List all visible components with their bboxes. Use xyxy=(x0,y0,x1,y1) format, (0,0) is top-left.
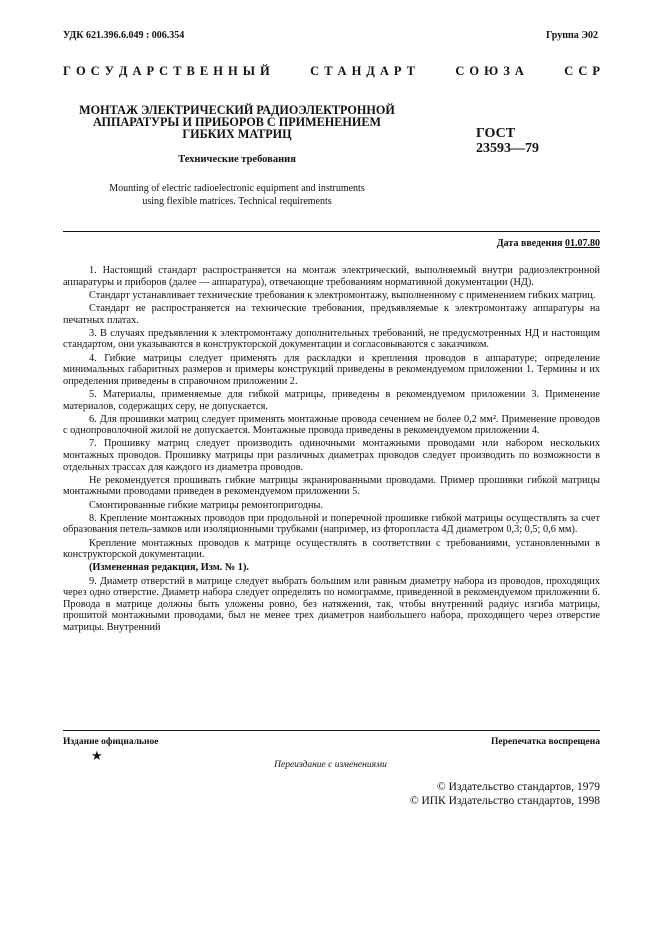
banner-word: С О Ю З А xyxy=(455,64,524,78)
english-title-line: Mounting of electric radioelectronic equipment and instruments xyxy=(109,183,365,194)
title-line: АППАРАТУРЫ И ПРИБОРОВ С ПРИМЕНЕНИЕМ xyxy=(93,115,381,129)
paragraph: 3. В случаях предъявления к электромонтажу дополнительных требований, не предусмотренных НД и настоящим стандартом, они указываются в конструкторской документации и согласовываются с заказчиком. xyxy=(63,327,600,351)
paragraph: Стандарт устанавливает технические требования к электромонтажу, выполненному с применением гибких матриц. xyxy=(89,289,596,301)
banner-word: Г О С У Д А Р С Т В Е Н Н Ы Й xyxy=(63,64,270,78)
document-body xyxy=(63,265,600,635)
paragraph: 9. Диаметр отверстий в матрице следует выбрать большим или равным диаметру набора из проводов, проходящих через одно отверстие. Диаметр набора следует определять по номограмме, приведенной в рекомендуемом приложении 6. Провода в матрице должны быть уложены ровно, без натяжения, так, чтобы внутренний радиус изгиба матрицы, прошитой монтажными проводами, был не менее трех диаметров наибольшего набора, проходящего через отверстие матрицы. Внутренний xyxy=(63,575,600,633)
date-value: 01.07.80 xyxy=(565,238,600,249)
amendment-note: (Измененная редакция, Изм. № 1). xyxy=(89,562,249,574)
document-subtitle: Технические требования xyxy=(178,154,296,165)
paragraph: 8. Крепление монтажных проводов при продольной и поперечной прошивке гибкой матрицы осуществлять за счет образования петель-замков или изоляционными трубками (например, из фторопласта 4Д диаметром 0,3; 0,5; 0,6 мм). xyxy=(63,512,600,536)
gost-designation xyxy=(476,127,539,156)
official-edition: Издание официальное xyxy=(63,737,159,747)
copyright-line: © ИПК Издательство стандартов, 1998 xyxy=(409,795,600,807)
paragraph: 1. Настоящий стандарт распространяется на монтаж электрический, выполняемый внутри радиоэлектронной аппаратуры и приборов (далее — аппаратура), отвечающие требованиям нормативной документации (НД). xyxy=(63,265,600,288)
top-divider xyxy=(63,231,600,232)
reissue-note: Переиздание с изменениями xyxy=(274,760,387,770)
copyright-line: © Издательство стандартов, 1979 xyxy=(436,781,600,793)
paragraph: Смонтированные гибкие матрицы ремонтопригодны. xyxy=(89,499,324,511)
reprint-notice: Перепечатка воспрещена xyxy=(490,737,600,747)
star-icon: ★ xyxy=(91,748,103,763)
paragraph: 5. Материалы, применяемые для гибкой матрицы, приведены в рекомендуемом приложении 3. Применение материалов, содержащих серу, не допускается. xyxy=(63,388,600,412)
bottom-divider xyxy=(63,730,600,731)
paragraph: 6. Для прошивки матриц следует применять монтажные провода сечением не более 0,2 мм². Применение проводов с однопроволочной жилой не допускается. Монтажные провода приведены в рекомендуемом приложении 4. xyxy=(63,413,600,437)
title-line: МОНТАЖ ЭЛЕКТРИЧЕСКИЙ РАДИОЭЛЕКТРОННОЙ xyxy=(79,103,395,117)
date-label: Дата введения xyxy=(496,238,563,249)
banner-word: С С Р xyxy=(564,64,600,78)
paragraph: 4. Гибкие матрицы следует применять для раскладки и крепления проводов в аппаратуре; определение минимальных габаритных размеров и примеры конструкций приведены в рекомендуемом приложении 1. Термины и их определения приведены в справочном приложении 2. xyxy=(63,352,600,387)
paragraph: Не рекомендуется прошивать гибкие матрицы экранированными проводами. Пример прошивки гибкой матрицы монтажными проводами приведен в рекомендуемом приложении 5. xyxy=(63,474,600,498)
paragraph: Крепление монтажных проводов к матрице осуществлять в соответствии с требованиями, установленными в конструкторской документации. xyxy=(63,537,600,561)
state-standard-banner xyxy=(63,64,600,79)
udk-code: УДК 621.396.6.049 : 006.354 xyxy=(63,30,185,41)
paragraph: Стандарт не распространяется на технические требования, предъявляемые к электромонтажу аппаратуры на печатных платах. xyxy=(63,302,600,326)
copyright xyxy=(410,780,600,808)
english-title xyxy=(78,182,396,208)
document-title xyxy=(78,104,396,140)
group-code: Группа Э02 xyxy=(546,30,598,41)
effective-date xyxy=(497,238,600,249)
banner-word: С Т А Н Д А Р Т xyxy=(310,64,415,78)
gost-number: 23593—79 xyxy=(476,140,539,156)
title-line: ГИБКИХ МАТРИЦ xyxy=(182,127,292,141)
english-title-line: using flexible matrices. Technical requirements xyxy=(142,196,332,207)
paragraph: 7. Прошивку матриц следует производить одиночными монтажными проводами или набором нескольких монтажных проводов. Прошивку матрицы при различных диаметрах проводов следует производить по возможности в отдельных трассах для каждого из диаметра проводов. xyxy=(63,438,600,473)
gost-label: ГОСТ xyxy=(476,126,516,141)
